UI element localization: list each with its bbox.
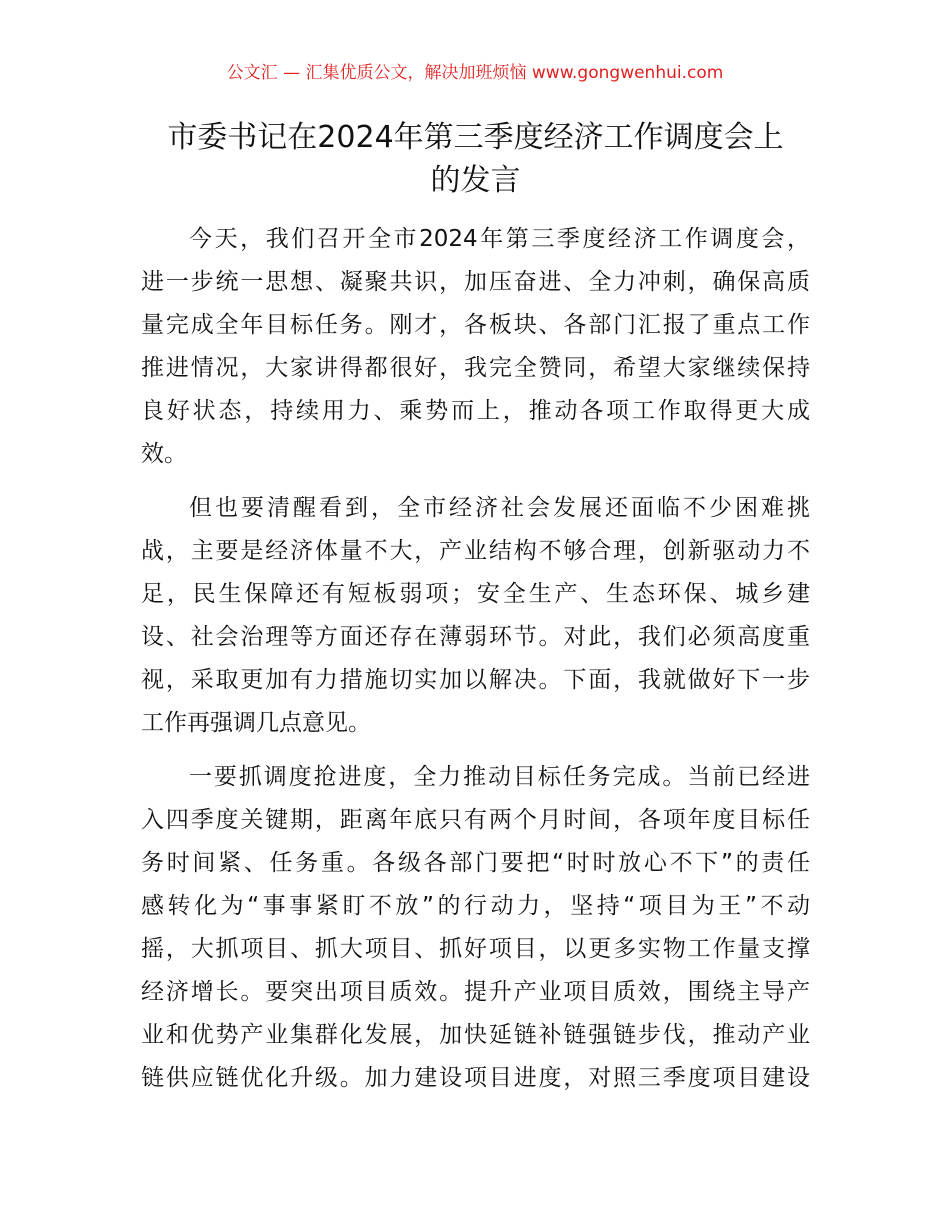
- paragraph-line: 效。: [141, 441, 187, 467]
- paragraph-line: 业和优势产业集群化发展，加快延链补链强链步伐，推动产业: [141, 1022, 810, 1048]
- paragraph-line: 但也要清醒看到，全市经济社会发展还面临不少困难挑: [189, 495, 810, 521]
- title-line: 的发言: [430, 163, 521, 198]
- paragraph: [141, 487, 810, 745]
- paragraph-line: 经济增长。要突出项目质效。提升产业项目质效，围绕主导产: [141, 979, 810, 1005]
- document-body: [141, 218, 810, 1111]
- paragraph-line: 务时间紧、任务重。各级各部门要把“时时放心不下”的责任: [141, 850, 810, 876]
- watermark-header: 公文汇 — 汇集优质公文，解决加班烦恼 www.gongwenhui.com: [226, 63, 724, 83]
- paragraph-line: 量完成全年目标任务。刚才，各板块、各部门汇报了重点工作: [141, 312, 810, 338]
- paragraph-line: 一要抓调度抢进度，全力推动目标任务完成。当前已经进: [189, 764, 810, 790]
- document-title: [141, 116, 810, 202]
- paragraph-line: 战，主要是经济体量不大，产业结构不够合理，创新驱动力不: [141, 538, 810, 564]
- paragraph-line: 良好状态，持续用力、乘势而上，推动各项工作取得更大成: [141, 398, 810, 424]
- title-line: 市委书记在2024年第三季度经济工作调度会上: [167, 120, 784, 155]
- paragraph-line: 入四季度关键期，距离年底只有两个月时间，各项年度目标任: [141, 807, 810, 833]
- paragraph: [141, 218, 810, 476]
- paragraph-line: 今天，我们召开全市2024年第三季度经济工作调度会，: [189, 226, 810, 252]
- paragraph-line: 感转化为“事事紧盯不放”的行动力，坚持“项目为王”不动: [141, 893, 810, 919]
- paragraph-line: 视，采取更加有力措施切实加以解决。下面，我就做好下一步: [141, 667, 810, 693]
- paragraph-line: 进一步统一思想、凝聚共识，加压奋进、全力冲刺，确保高质: [141, 269, 810, 295]
- paragraph-line: 推进情况，大家讲得都很好，我完全赞同，希望大家继续保持: [141, 355, 810, 381]
- paragraph-line: 链供应链优化升级。加力建设项目进度，对照三季度项目建设: [141, 1065, 810, 1091]
- paragraph-line: 设、社会治理等方面还存在薄弱环节。对此，我们必须高度重: [141, 624, 810, 650]
- paragraph: [141, 756, 810, 1100]
- paragraph-line: 工作再强调几点意见。: [141, 710, 371, 736]
- paragraph-line: 摇，大抓项目、抓大项目、抓好项目，以更多实物工作量支撑: [141, 936, 810, 962]
- paragraph-line: 足，民生保障还有短板弱项；安全生产、生态环保、城乡建: [141, 581, 810, 607]
